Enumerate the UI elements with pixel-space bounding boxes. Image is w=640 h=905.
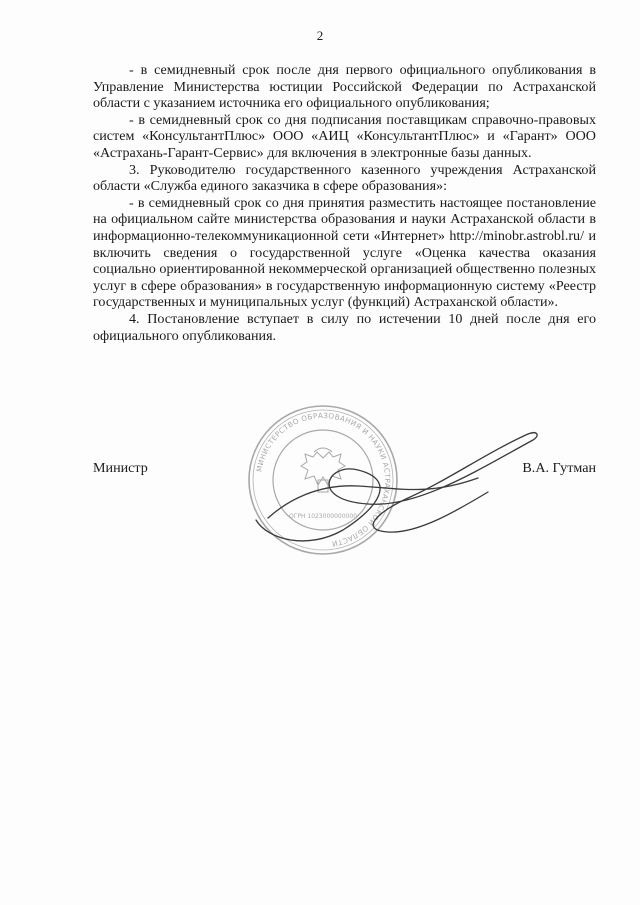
paragraph-item-4: 4. Постановление вступает в силу по истечении 10 дней после дня его официального опубликования. xyxy=(93,310,596,344)
paragraph-item-3: 3. Руководителю государственного казенного учреждения Астраханской области «Служба единого заказчика в сфере образования»: xyxy=(93,161,596,195)
stamp-ring-text: МИНИСТЕРСТВО ОБРАЗОВАНИЯ И НАУКИ АСТРАХАНСКОЙ ОБЛАСТИ xyxy=(254,410,393,549)
official-stamp-with-signature xyxy=(248,400,548,560)
signer-name: В.А. Гутман xyxy=(522,460,596,476)
signature-row xyxy=(93,460,596,480)
paragraph-legal-systems: - в семидневный срок со дня подписания поставщикам справочно-правовых систем «КонсультантПлюс» ООО «АИЦ «КонсультантПлюс» и «Гарант» ООО «Астрахань-Гарант-Сервис» для включения в электронные базы данных. xyxy=(93,111,596,161)
stamp-inner-text: ОГРН 1023000000000 xyxy=(288,513,358,520)
paragraph-website-publication: - в семидневный срок со дня принятия разместить настоящее постановление на официальном сайте министерства образования и науки Астраханской области в информационно-телекоммуникационной сети «Интернет» http://minobr.astrobl.ru/ и включить сведения о государственной услуге «Оценка качества оказания социально ориентированной некоммерческой организацией общественно полезных услуг в сфере образования» в государственную информационную систему «Реестр государственных и муниципальных услуг (функций) Астраханской области». xyxy=(93,194,596,311)
page-number: 2 xyxy=(316,28,324,43)
paragraph-publication-justice: - в семидневный срок после дня первого официального опубликования в Управление Министерства юстиции Российской Федерации по Астраханской области с указанием источника его официального опубликования; xyxy=(93,62,596,112)
document-body xyxy=(93,62,596,344)
stamp-seal xyxy=(249,406,397,554)
signer-position: Министр xyxy=(93,460,148,476)
